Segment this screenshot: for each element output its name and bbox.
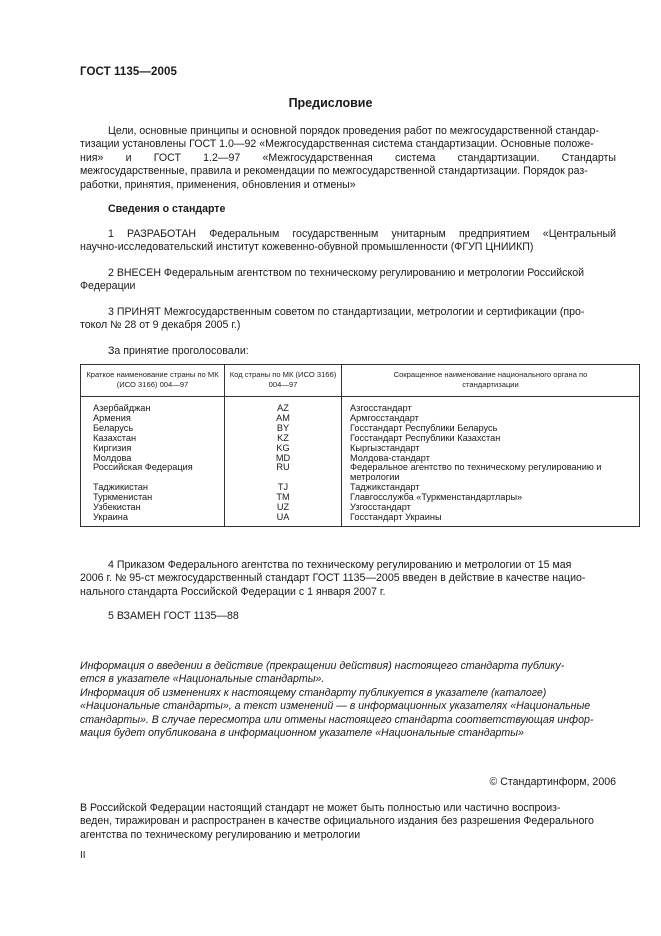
page-title: Предисловие (288, 96, 373, 110)
body-cell: Азгосстандарт (350, 403, 412, 413)
code-cell: UA (225, 513, 342, 526)
item-line: токол № 28 от 9 декабря 2005 г.) (80, 319, 241, 332)
column-header-country: Краткое наименование страны по МК (ИСО 3166) 004—97 (81, 365, 225, 397)
code-cell: BY (225, 424, 342, 434)
body-cell: Армгосстандарт (350, 412, 419, 423)
item-line: нального стандарта Российской Федерации с 1 января 2007 г. (80, 585, 386, 598)
item-line: 4 Приказом Федерального агентства по техническому регулированию и метрологии от 15 мая (108, 559, 572, 571)
intro-paragraph (80, 125, 616, 192)
country-cell: Беларусь (81, 424, 225, 434)
code-cell: AZ (225, 397, 342, 414)
column-header-code: Код страны по МК (ИСО 3166) 004—97 (225, 365, 342, 397)
body-cell: Главгосслужба «Туркменстандартлары» (350, 492, 523, 503)
column-header-body: Сокращенное наименование национального органа по стандартизации (393, 370, 588, 389)
document-code-header: ГОСТ 1135—2005 (80, 66, 177, 78)
country-cell: Российская Федерация (81, 463, 225, 483)
item-replaces: 5 ВЗАМЕН ГОСТ 1135—88 (108, 610, 239, 622)
country-cell: Киргизия (81, 444, 225, 454)
country-cell: Молдова (81, 454, 225, 464)
notice-line: В Российской Федерации настоящий стандарт не может быть полностью или частично воспроиз- (80, 802, 561, 814)
code-cell: UZ (225, 503, 342, 513)
standard-info-heading: Сведения о стандарте (108, 203, 226, 215)
body-cell: Таджикстандарт (350, 482, 420, 493)
copyright-line: © Стандартинформ, 2006 (489, 776, 616, 788)
body-cell: Госстандарт Республики Казахстан (350, 432, 501, 443)
item-line: 2 ВНЕСЕН Федеральным агентством по техническому регулированию и метрологии Российской (108, 267, 585, 279)
info-line: ется в указателе «Национальные стандарты». (80, 673, 325, 686)
code-cell: AM (225, 414, 342, 424)
code-cell: KZ (225, 434, 342, 444)
code-cell: TM (225, 493, 342, 503)
item-enacted (80, 559, 616, 599)
code-cell: KG (225, 444, 342, 454)
item-adopted (80, 306, 616, 333)
table-row (81, 397, 640, 414)
country-cell: Украина (81, 513, 225, 526)
item-line: 1 РАЗРАБОТАН Федеральным государственным унитарным предприятием «Центральный (108, 228, 616, 240)
item-line: Федерации (80, 280, 136, 293)
table-row (81, 463, 640, 483)
info-line: мация будет опубликована в информационном указателе «Национальные стандарты» (80, 727, 524, 740)
item-line: научно-исследовательский институт кожевенно-обувной промышленности (ФГУП ЦНИИКП) (80, 241, 534, 254)
reproduction-notice (80, 802, 616, 842)
body-cell: Кыргызстандарт (350, 442, 420, 453)
table-header-row (81, 365, 640, 397)
page-number: II (80, 850, 86, 861)
info-line: «Национальные стандарты», а текст изменений — в информационных указателях «Национальные (80, 700, 591, 713)
vote-label: За принятие проголосовали: (108, 345, 249, 357)
info-line: Информация об изменениях к настоящему стандарту публикуется в указателе (каталоге) (80, 686, 547, 699)
country-cell: Туркменистан (81, 493, 225, 503)
item-developed (80, 228, 616, 255)
code-cell: RU (225, 463, 342, 483)
intro-line: работки, принятия, применения, обновления и отмены» (80, 178, 356, 191)
country-cell: Казахстан (81, 434, 225, 444)
notice-line: агентства по техническому регулированию и метрологии (80, 828, 361, 841)
country-cell: Азербайджан (81, 397, 225, 414)
country-cell: Армения (81, 414, 225, 424)
code-cell: MD (225, 454, 342, 464)
body-cell: Госстандарт Украины (350, 511, 442, 522)
info-line: Информация о введении в действие (прекращении действия) настоящего стандарта публику- (80, 660, 565, 672)
country-cell: Таджикистан (81, 483, 225, 493)
code-cell: TJ (225, 483, 342, 493)
intro-line: Цели, основные принципы и основной порядок проведения работ по межгосударственной стандар- (108, 125, 599, 137)
body-cell: Госстандарт Республики Беларусь (350, 422, 498, 433)
body-cell: Молдова-стандарт (350, 452, 430, 463)
body-cell: Узгосстандарт (350, 502, 411, 513)
item-introduced (80, 267, 616, 294)
country-cell: Узбекистан (81, 503, 225, 513)
table-row (81, 513, 640, 526)
item-line: 2006 г. № 95-ст межгосударственный стандарт ГОСТ 1135—2005 введен в действие в качестве нацио- (80, 572, 586, 585)
publication-info (80, 660, 616, 740)
notice-line: веден, тиражирован и распространен в качестве официального издания без разрешения Федерального (80, 815, 594, 828)
intro-line: межгосударственные, правила и рекомендации по межгосударственной стандартизации. Порядок раз- (80, 165, 588, 178)
intro-line: ния» и ГОСТ 1.2—97 «Межгосударственная система стандартизации. Стандарты (80, 151, 616, 164)
body-cell: Федеральное агентство по техническому регулированию и метрологии (350, 462, 602, 483)
voting-countries-table (80, 364, 640, 527)
item-line: 3 ПРИНЯТ Межгосударственным советом по стандартизации, метрологии и сертификации (про- (108, 306, 585, 318)
info-line: стандарты». В случае пересмотра или отмены настоящего стандарта соответствующая инфор- (80, 713, 594, 726)
intro-line: тизации установлены ГОСТ 1.0—92 «Межгосударственная система стандартизации. Основные положе- (80, 138, 594, 151)
